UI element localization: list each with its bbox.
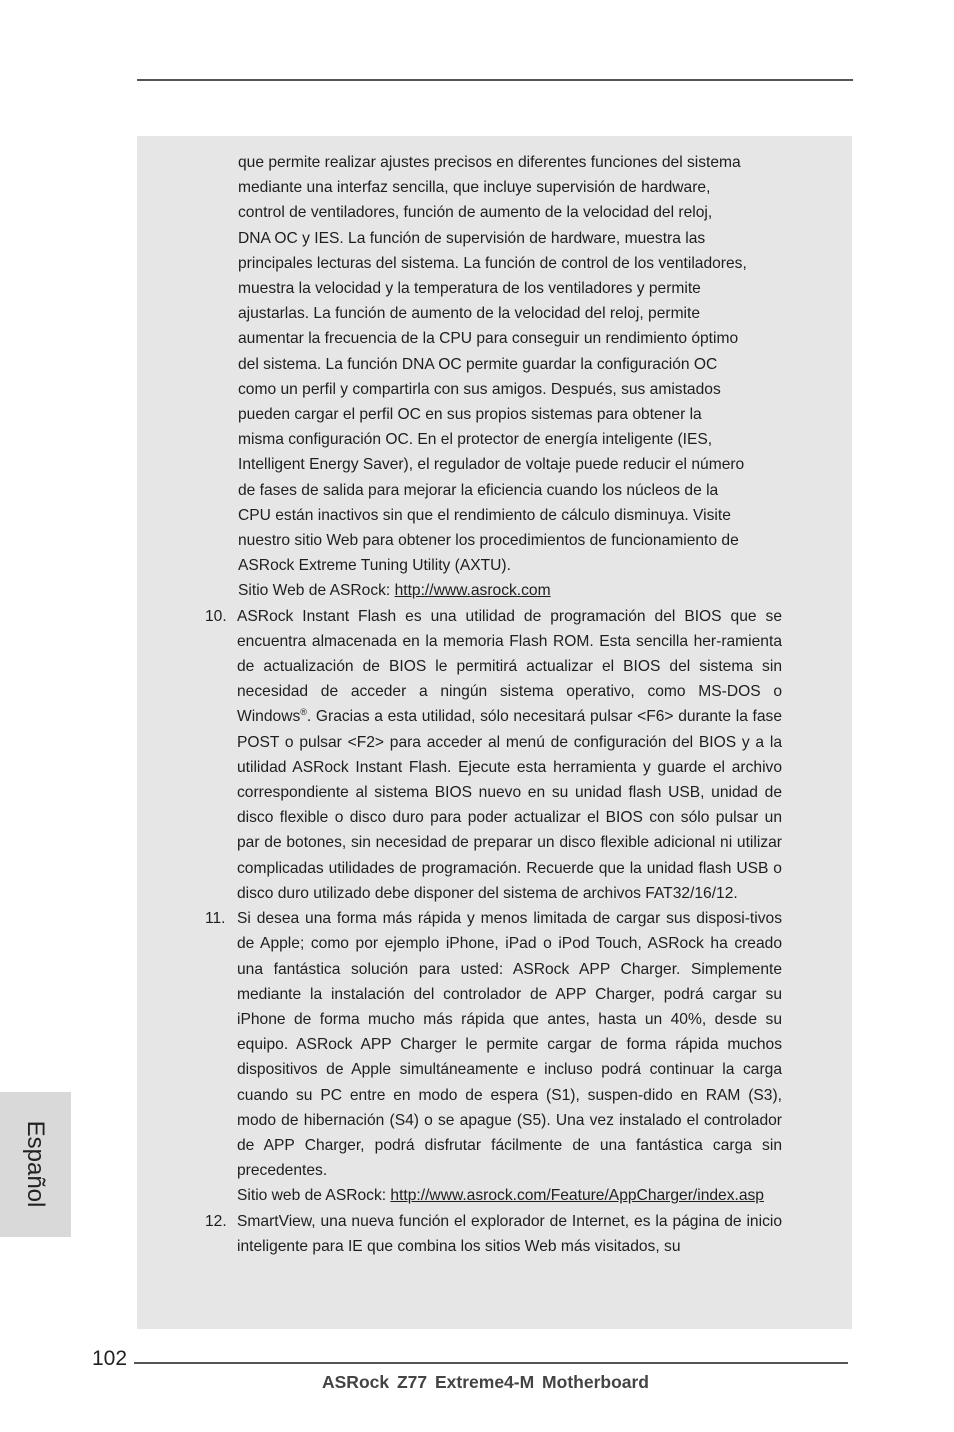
header-rule	[137, 79, 853, 81]
list-item-10	[137, 604, 852, 906]
list-item-text	[237, 906, 782, 1208]
item10-text-b: . Gracias a esta utilidad, sólo necesitará pulsar <F6> durante la fase POST o pulsar <F2> para acceder al menú de configuración del BIOS y a la utilidad ASRock Instant Flash. Ejecute esta herramienta y guarde el archivo correspondiente al sistema BIOS nuevo en su unidad flash USB, unidad de disco flexible o disco duro para poder actualizar el BIOS con sólo pulsar un par de botones, sin necesidad de preparar un disco flexible adicional ni utilizar complicadas utilidades de programación. Recuerde que la unidad flash USB o disco duro utilizado debe disponer del sistema de archivos FAT32/16/12.	[237, 708, 782, 902]
intro-line: como un perfil y compartirla con sus amigos. Después, sus amistados	[238, 380, 721, 398]
intro-line: misma configuración OC. En el protector de energía inteligente (IES,	[238, 431, 713, 449]
intro-line: que permite realizar ajustes precisos en diferentes funciones del sistema	[238, 154, 741, 171]
list-number: 10.	[205, 607, 227, 625]
intro-line: control de ventiladores, función de aumento de la velocidad del reloj,	[238, 204, 713, 222]
intro-line: Intelligent Energy Saver), el regulador de voltaje puede reducir el número	[238, 456, 745, 474]
intro-line: pueden cargar el perfil OC en sus propios sistemas para obtener la	[238, 406, 702, 424]
footer-title: ASRock Z77 Extreme4-M Motherboard	[322, 1372, 649, 1392]
intro-line: CPU están inactivos sin que el rendimiento de cálculo disminuya. Visite	[238, 506, 731, 524]
item11-site-label: Sitio web de ASRock:	[237, 1187, 391, 1205]
item11-text: Si desea una forma más rápida y menos limitada de cargar sus disposi-tivos de Apple; como por ejemplo iPhone, iPad o iPod Touch, ASRock ha creado una fantástica solución para usted: ASRock APP Charger. Simplemente mediante la instalación del controlador de APP Charger, podrá cargar su iPhone de forma mucho más rápida que antes, hasta un 40%, desde su equipo. ASRock APP Charger le permite cargar de forma rápida muchos dispositivos de Apple simultáneamente e incluso podrá continuar la carga cuando su PC entre en modo de espera (S1), suspen-dido en RAM (S3), modo de hibernación (S4) o se apague (S5). Una vez instalado el controlador de APP Charger, podrá disfrutar fácilmente de una fantástica carga sin precedentes.	[237, 910, 782, 1180]
intro-paragraph	[238, 150, 783, 604]
intro-line: principales lecturas del sistema. La función de control de los ventiladores,	[238, 254, 747, 272]
intro-site-label: Sitio Web de ASRock:	[238, 582, 395, 600]
intro-line: aumentar la frecuencia de la CPU para conseguir un rendimiento óptimo	[238, 330, 739, 348]
intro-line: ASRock Extreme Tuning Utility (AXTU).	[238, 557, 511, 575]
footer-rule	[134, 1362, 848, 1364]
intro-line: ajustarlas. La función de aumento de la velocidad del reloj, permite	[238, 305, 701, 323]
item10-text-a: ASRock Instant Flash es una utilidad de programación del BIOS que se encuentra almacenada en la memoria Flash ROM. Esta sencilla her-ramienta de actualización de BIOS le permitirá actualizar el BIOS del sistema sin necesidad de acceder a ningún sistema operativo, como MS-DOS o Windows	[237, 607, 782, 726]
intro-line: muestra la velocidad y la temperatura de los ventiladores y permite	[238, 280, 701, 298]
intro-line: DNA OC y IES. La función de supervisión de hardware, muestra las	[238, 229, 706, 247]
intro-line: nuestro sitio Web para obtener los procedimientos de funcionamiento de	[238, 532, 739, 550]
asrock-website-link[interactable]: http://www.asrock.com	[394, 582, 551, 600]
intro-line: del sistema. La función DNA OC permite guardar la configuración OC	[238, 355, 718, 373]
content-panel	[137, 136, 852, 1329]
language-label: Español	[22, 1120, 49, 1208]
registered-mark: ®	[300, 707, 307, 718]
list-item-12	[137, 1209, 852, 1259]
language-tab	[0, 1092, 71, 1237]
content-text	[137, 150, 852, 1259]
app-charger-link[interactable]: http://www.asrock.com/Feature/AppCharger/index.asp	[390, 1187, 764, 1205]
list-number: 12.	[205, 1212, 227, 1230]
list-number: 11.	[205, 910, 226, 928]
intro-line: mediante una interfaz sencilla, que incluye supervisión de hardware,	[238, 179, 711, 197]
list-item-text	[237, 604, 782, 906]
list-item-11	[137, 906, 852, 1208]
list-item-text: SmartView, una nueva función el explorador de Internet, es la página de inicio inteligente para IE que combina los sitios Web más visitados, su	[237, 1212, 782, 1255]
page-number: 102	[92, 1347, 128, 1370]
intro-line: de fases de salida para mejorar la eficiencia cuando los núcleos de la	[238, 481, 719, 499]
